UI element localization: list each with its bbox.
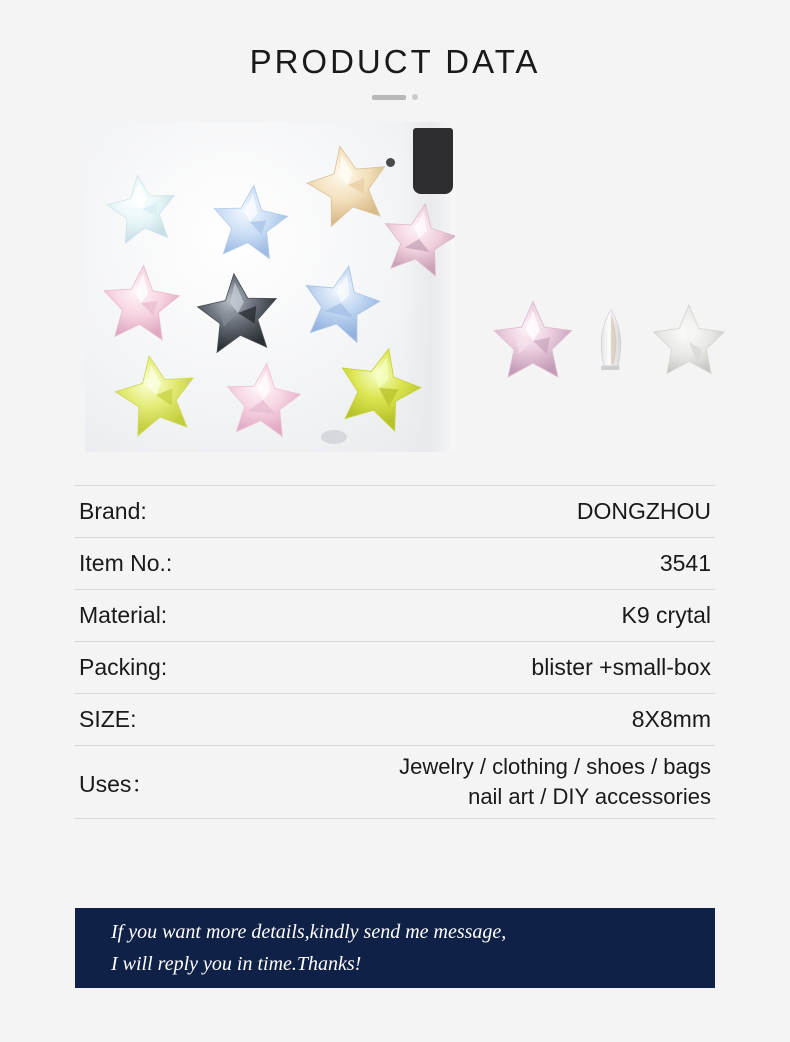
spec-label-item-no: Item No.: [79, 550, 173, 576]
spec-value-brand: DONGZHOU [576, 498, 711, 524]
decoration-bar [372, 95, 406, 100]
table-row [75, 589, 715, 641]
star-crystal-back-view [648, 299, 730, 381]
spec-label-material: Material: [79, 602, 168, 628]
spec-value-material: K9 crytal [621, 602, 711, 628]
star-pink-light [219, 356, 307, 444]
star-crystal-side-view [590, 307, 632, 377]
tray-dark-corner [413, 128, 453, 194]
spec-value-item-no: 3541 [659, 550, 711, 576]
star-jonquil [106, 345, 206, 445]
spec-label-brand: Brand: [79, 498, 147, 524]
page-title: PRODUCT DATA [249, 43, 541, 80]
tray-light-dot [321, 430, 347, 444]
uses-line-2: nail art / DIY accessories [468, 784, 711, 809]
spec-label-uses: Uses： [79, 770, 155, 797]
decoration-dot [412, 94, 418, 100]
table-row [75, 641, 715, 693]
star-light-sapphire [206, 178, 294, 266]
uses-line-1: Jewelry / clothing / shoes / bags [399, 754, 711, 779]
spec-value-packing: blister +small-box [531, 654, 711, 680]
note-line-2: I will reply you in time.Thanks! [111, 953, 362, 975]
table-row [75, 485, 715, 537]
product-gallery [0, 122, 790, 467]
star-crystals-tray-photo [85, 122, 455, 452]
spec-label-size: SIZE: [79, 706, 137, 732]
table-row [75, 693, 715, 745]
note-line-1: If you want more details,kindly send me message, [111, 921, 507, 943]
star-black-diamond [191, 266, 286, 361]
star-crystal-front-view [490, 297, 576, 383]
spec-label-packing: Packing: [79, 654, 168, 680]
star-ab-crystal [100, 167, 184, 251]
spec-value-size: 8X8mm [631, 706, 711, 732]
title-decoration [0, 94, 790, 100]
table-row [75, 745, 715, 819]
spec-value-uses [399, 752, 711, 812]
contact-note-banner [75, 908, 715, 988]
star-rose-pink [97, 259, 185, 347]
table-row [75, 537, 715, 589]
product-detail-photos [480, 297, 750, 422]
star-blue-ab [292, 254, 389, 351]
spec-table [75, 485, 715, 819]
